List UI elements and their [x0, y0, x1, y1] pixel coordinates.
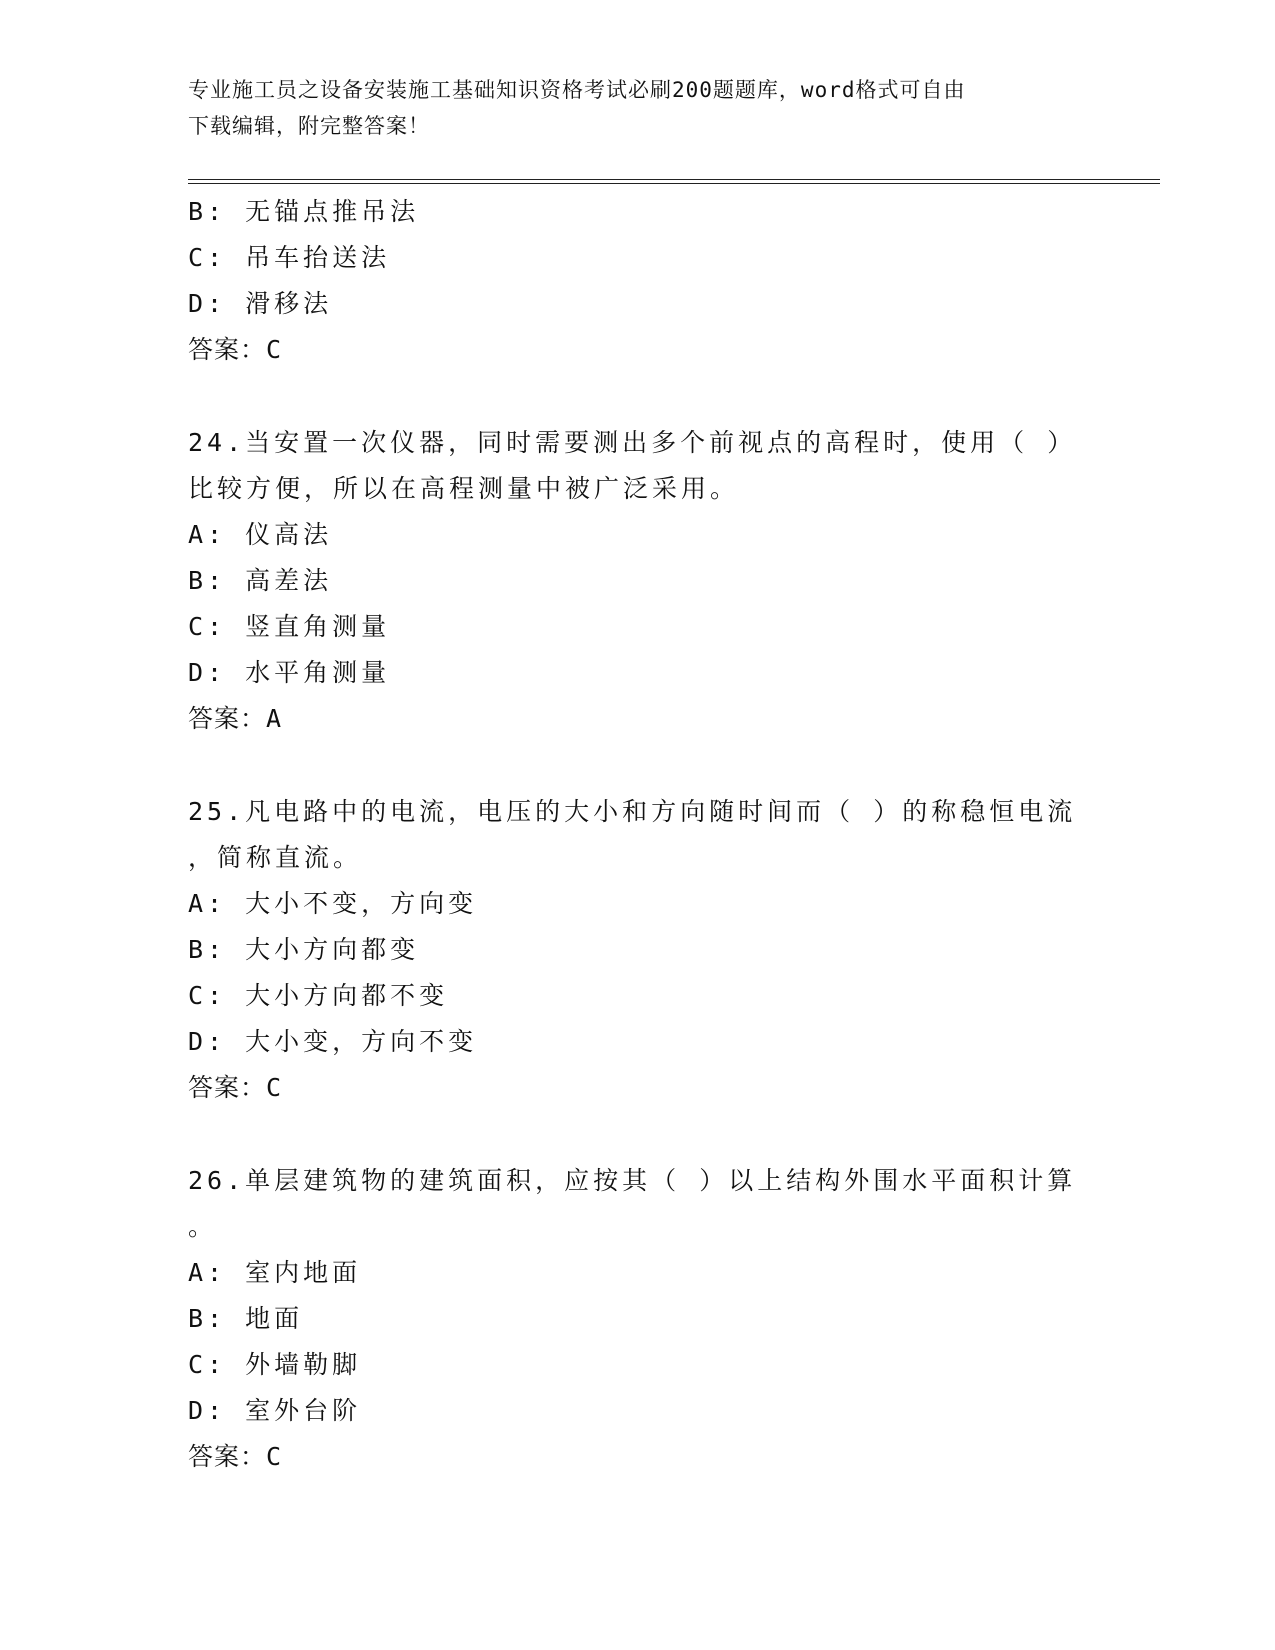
question-stem-line: ，简称直流。: [188, 843, 363, 872]
document-header: [188, 72, 1068, 144]
question-block-25: [188, 789, 1077, 1111]
option-a: A: 室内地面: [188, 1258, 362, 1287]
header-line-2: 下载编辑，附完整答案！: [188, 114, 430, 138]
spacer: [188, 742, 1068, 789]
answer-line: 答案：C: [188, 1073, 283, 1102]
question-block-23: [188, 189, 1068, 373]
question-block-24: [188, 420, 1077, 742]
option-b: B: 地面: [188, 1304, 304, 1333]
option-c: C: 外墙勒脚: [188, 1350, 362, 1379]
option-b: B: 大小方向都变: [188, 935, 420, 964]
question-stem-line: 26.单层建筑物的建筑面积，应按其（ ）以上结构外围水平面积计算: [188, 1166, 1077, 1195]
option-a: A: 仪高法: [188, 520, 333, 549]
spacer: [188, 373, 1068, 420]
option-c: C: 吊车抬送法: [188, 243, 391, 272]
option-c: C: 竖直角测量: [188, 612, 391, 641]
question-block-26: [188, 1158, 1077, 1480]
header-divider-top: [188, 179, 1160, 180]
option-d: D: 滑移法: [188, 289, 333, 318]
option-d: D: 大小变，方向不变: [188, 1027, 478, 1056]
question-stem-line: 比较方便，所以在高程测量中被广泛采用。: [188, 474, 740, 503]
option-c: C: 大小方向都不变: [188, 981, 449, 1010]
answer-line: 答案：C: [188, 335, 283, 364]
question-stem-line: 25.凡电路中的电流，电压的大小和方向随时间而（ ）的称稳恒电流: [188, 797, 1077, 826]
option-a: A: 大小不变，方向变: [188, 889, 478, 918]
question-list: [188, 189, 1077, 1480]
answer-line: 答案：A: [188, 704, 283, 733]
question-stem-line: 。: [188, 1212, 218, 1241]
header-divider-bottom: [188, 183, 1160, 184]
option-d: D: 水平角测量: [188, 658, 391, 687]
header-line-1: 专业施工员之设备安装施工基础知识资格考试必刷200题题库，word格式可自由: [188, 78, 966, 102]
option-d: D: 室外台阶: [188, 1396, 362, 1425]
spacer: [188, 1111, 1068, 1158]
option-b: B: 无锚点推吊法: [188, 197, 420, 226]
answer-line: 答案：C: [188, 1442, 283, 1471]
question-stem-line: 24.当安置一次仪器，同时需要测出多个前视点的高程时，使用（ ）: [188, 428, 1077, 457]
option-b: B: 高差法: [188, 566, 333, 595]
